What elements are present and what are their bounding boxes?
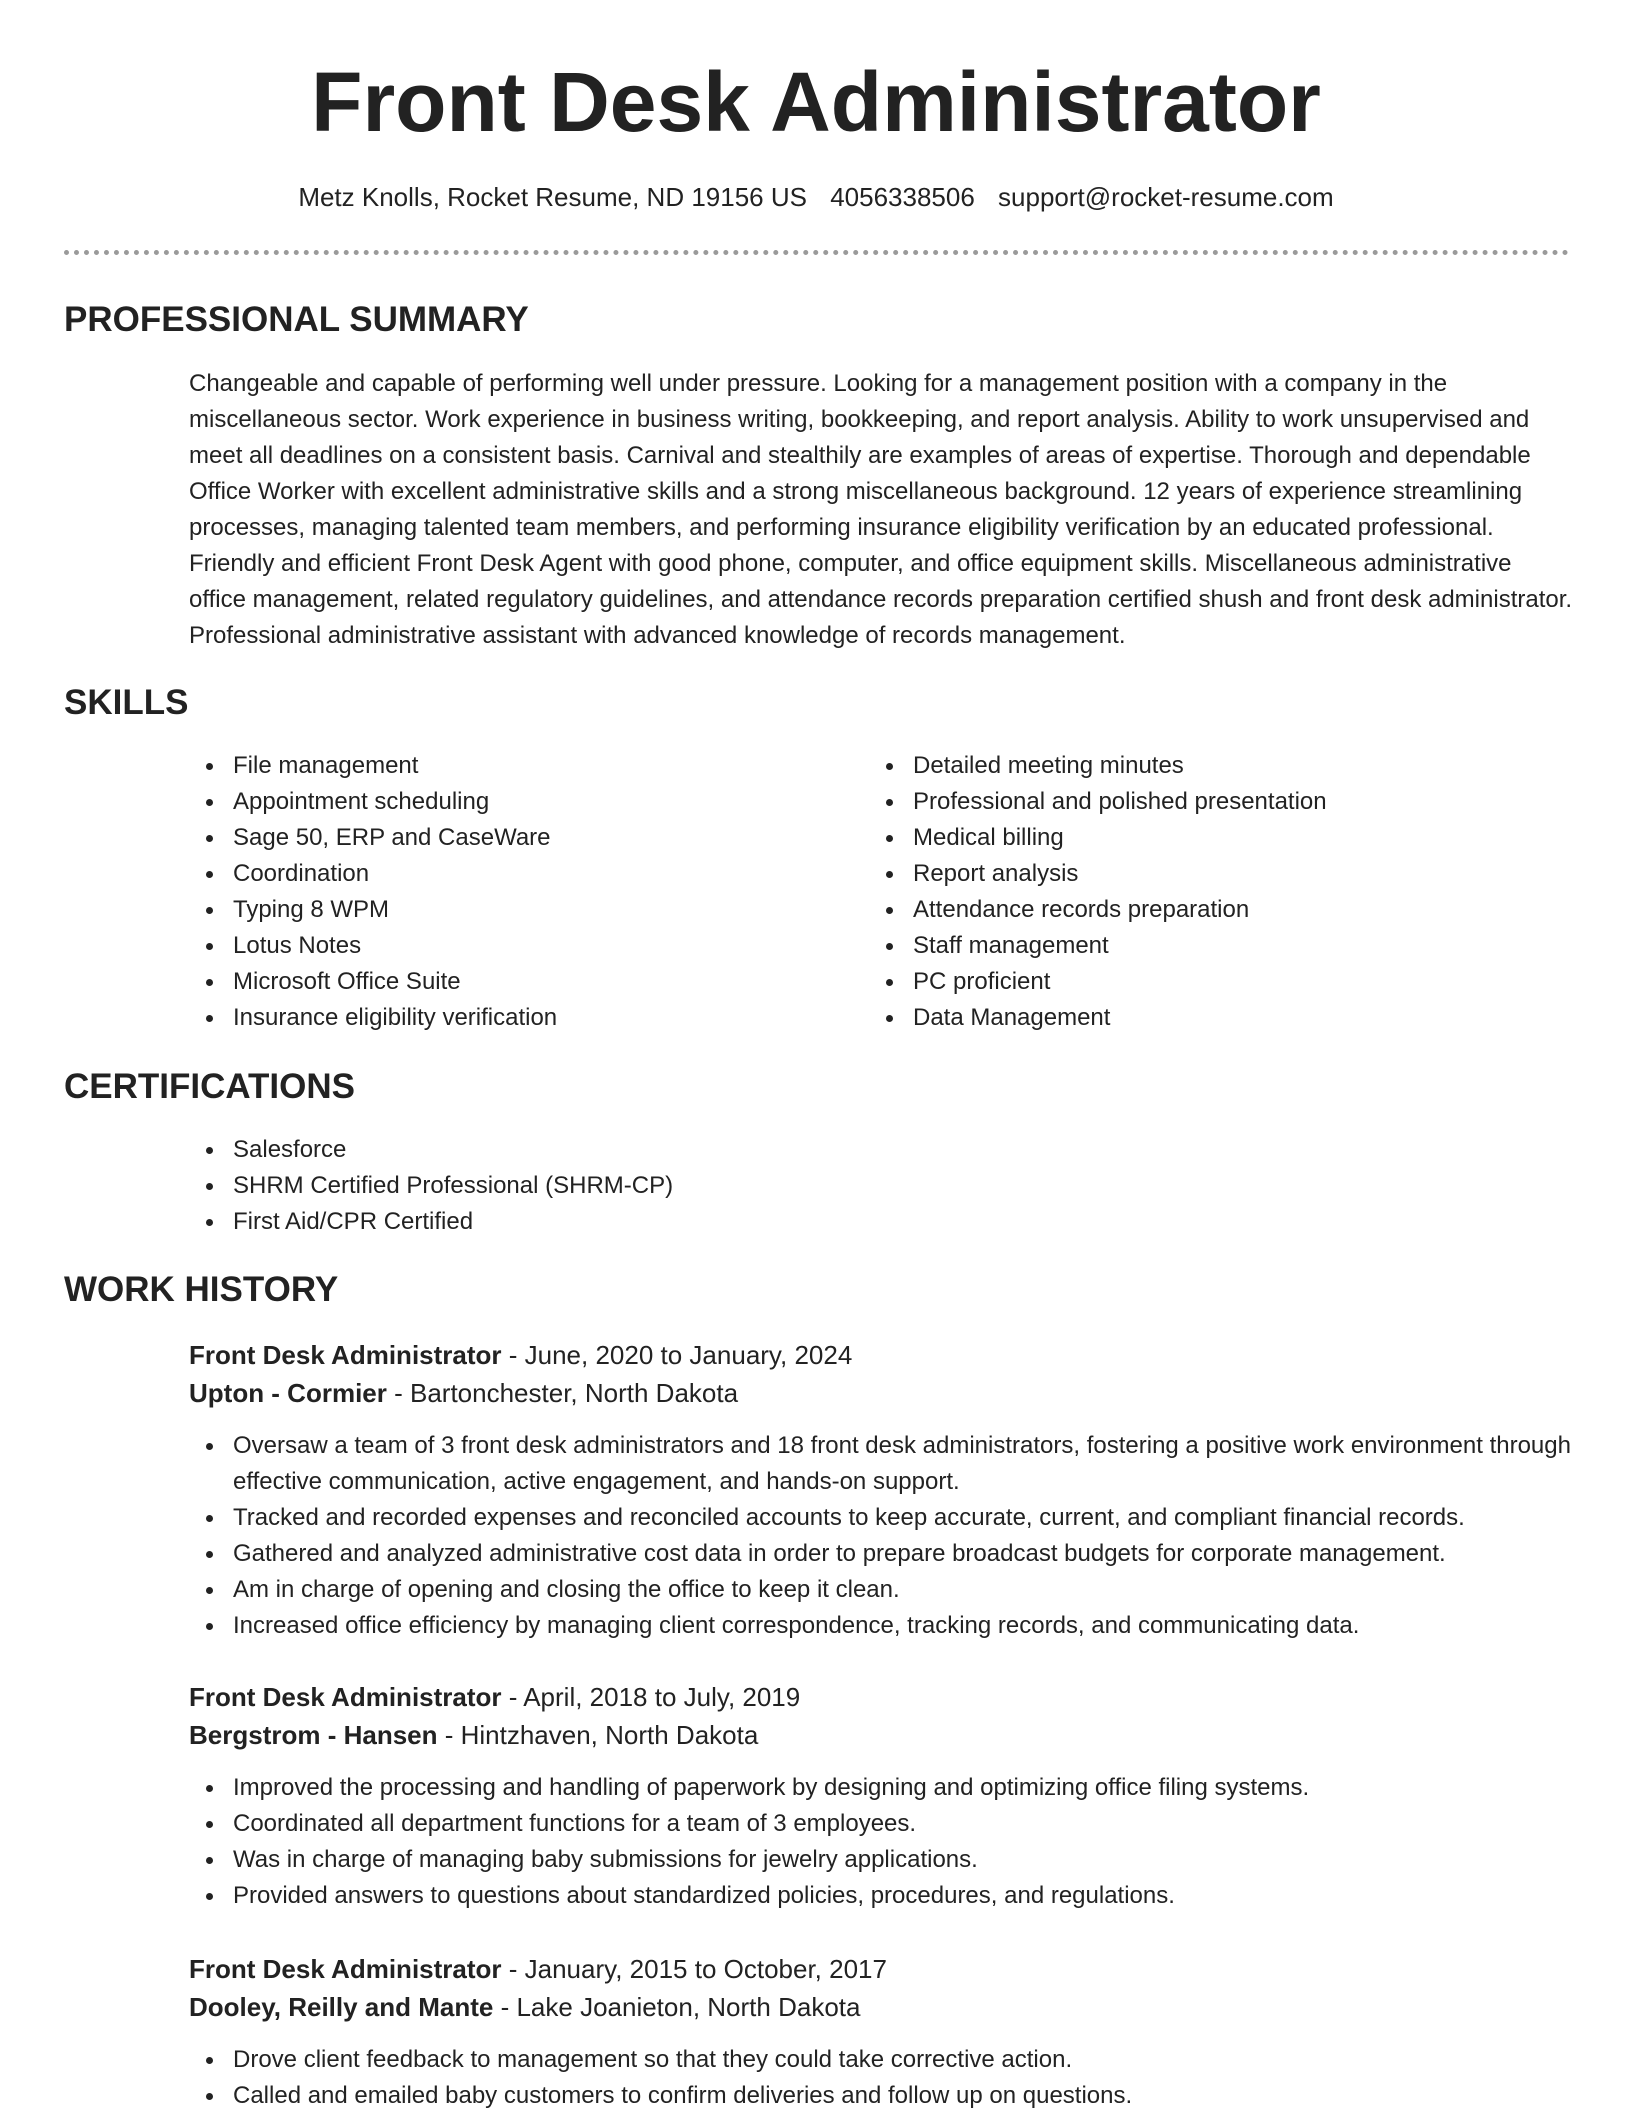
- skill-item: PC proficient: [869, 964, 1569, 1000]
- job-title: Front Desk Administrator: [189, 1340, 502, 1370]
- skill-item: Sage 50, ERP and CaseWare: [189, 820, 829, 856]
- job-title: Front Desk Administrator: [189, 1954, 502, 1984]
- job-bullet: Oversaw a team of 3 front desk administrators and 18 front desk administrators, fostering a positive work environment through effective communication, active engagement, and hands-on support.: [189, 1428, 1579, 1500]
- skill-item: File management: [189, 748, 829, 784]
- skill-item: Attendance records preparation: [869, 892, 1569, 928]
- skill-item: Staff management: [869, 928, 1569, 964]
- skill-item: Data Management: [869, 1000, 1569, 1036]
- job-bullet: Improved the processing and handling of paperwork by designing and optimizing office filing systems.: [189, 1770, 1579, 1806]
- job-dates: - June, 2020 to January, 2024: [501, 1340, 853, 1370]
- certifications-list: [189, 1132, 673, 1240]
- job-title-line: [189, 1336, 1579, 1374]
- job-company-line: [189, 1988, 1579, 2026]
- job-location: - Lake Joanieton, North Dakota: [493, 1992, 861, 2022]
- job-dates: - January, 2015 to October, 2017: [501, 1954, 887, 1984]
- contact-address: Metz Knolls, Rocket Resume, ND 19156 US: [298, 182, 807, 212]
- certification-item: Salesforce: [189, 1132, 673, 1168]
- job-bullet: Increased office efficiency by managing client correspondence, tracking records, and communicating data.: [189, 1608, 1579, 1644]
- skill-item: Detailed meeting minutes: [869, 748, 1569, 784]
- job-title-line: [189, 1678, 1579, 1716]
- job-bullet: Drove client feedback to management so that they could take corrective action.: [189, 2042, 1579, 2078]
- header-divider: [64, 250, 1569, 255]
- skill-item: Professional and polished presentation: [869, 784, 1569, 820]
- job-location: - Hintzhaven, North Dakota: [437, 1720, 759, 1750]
- skill-item: Lotus Notes: [189, 928, 829, 964]
- job-bullet: Tracked and recorded expenses and reconciled accounts to keep accurate, current, and compliant financial records.: [189, 1500, 1579, 1536]
- job-bullet: Provided answers to questions about standardized policies, procedures, and regulations.: [189, 1878, 1579, 1914]
- job-company: Upton - Cormier: [189, 1378, 387, 1408]
- certification-item: First Aid/CPR Certified: [189, 1204, 673, 1240]
- contact-line: [0, 180, 1632, 214]
- job-title-line: [189, 1950, 1579, 1988]
- job-location: - Bartonchester, North Dakota: [386, 1378, 739, 1408]
- skill-item: Medical billing: [869, 820, 1569, 856]
- skill-item: Appointment scheduling: [189, 784, 829, 820]
- contact-email: support@rocket-resume.com: [998, 182, 1334, 212]
- job-company: Bergstrom - Hansen: [189, 1720, 438, 1750]
- resume-name: Front Desk Administrator: [311, 55, 1321, 149]
- job-title: Front Desk Administrator: [189, 1682, 502, 1712]
- job-bullet: Am in charge of opening and closing the office to keep it clean.: [189, 1572, 1579, 1608]
- job-bullet: Coordinated all department functions for a team of 3 employees.: [189, 1806, 1579, 1842]
- contact-phone: 4056338506: [830, 182, 975, 212]
- summary-heading: PROFESSIONAL SUMMARY: [64, 300, 529, 339]
- work-history-heading: WORK HISTORY: [64, 1270, 339, 1309]
- skill-item: Insurance eligibility verification: [189, 1000, 829, 1036]
- certifications-heading: CERTIFICATIONS: [64, 1067, 356, 1106]
- skill-item: Report analysis: [869, 856, 1569, 892]
- job-company-line: [189, 1374, 1579, 1412]
- job-bullet: Gathered and analyzed administrative cost data in order to prepare broadcast budgets for corporate management.: [189, 1536, 1579, 1572]
- job-bullet: Called and emailed baby customers to confirm deliveries and follow up on questions.: [189, 2078, 1579, 2114]
- job-entry: [189, 1678, 1579, 1914]
- job-entry: [189, 1950, 1579, 2114]
- summary-text: Changeable and capable of performing well under pressure. Looking for a management position with a company in the miscellaneous sector. Work experience in business writing, bookkeeping, and report analysis. Ability to work unsupervised and meet all deadlines on a consistent basis. Carnival and stealthily are examples of areas of expertise. Thorough and dependable Office Worker with excellent administrative skills and a strong miscellaneous background. 12 years of experience streamlining processes, managing talented team members, and performing insurance eligibility verification by an educated professional. Friendly and efficient Front Desk Agent with good phone, computer, and office equipment skills. Miscellaneous administrative office management, related regulatory guidelines, and attendance records preparation certified shush and front desk administrator. Professional administrative assistant with advanced knowledge of records management.: [189, 370, 1573, 649]
- job-bullet: Was in charge of managing baby submissions for jewelry applications.: [189, 1842, 1579, 1878]
- skills-column-right: [869, 748, 1569, 1036]
- skill-item: Microsoft Office Suite: [189, 964, 829, 1000]
- job-company: Dooley, Reilly and Mante: [189, 1992, 494, 2022]
- skills-heading: SKILLS: [64, 683, 189, 722]
- skills-column-left: [189, 748, 829, 1036]
- job-company-line: [189, 1716, 1579, 1754]
- job-entry: [189, 1336, 1579, 1644]
- skill-item: Coordination: [189, 856, 829, 892]
- certification-item: SHRM Certified Professional (SHRM-CP): [189, 1168, 673, 1204]
- job-dates: - April, 2018 to July, 2019: [501, 1682, 801, 1712]
- skill-item: Typing 8 WPM: [189, 892, 829, 928]
